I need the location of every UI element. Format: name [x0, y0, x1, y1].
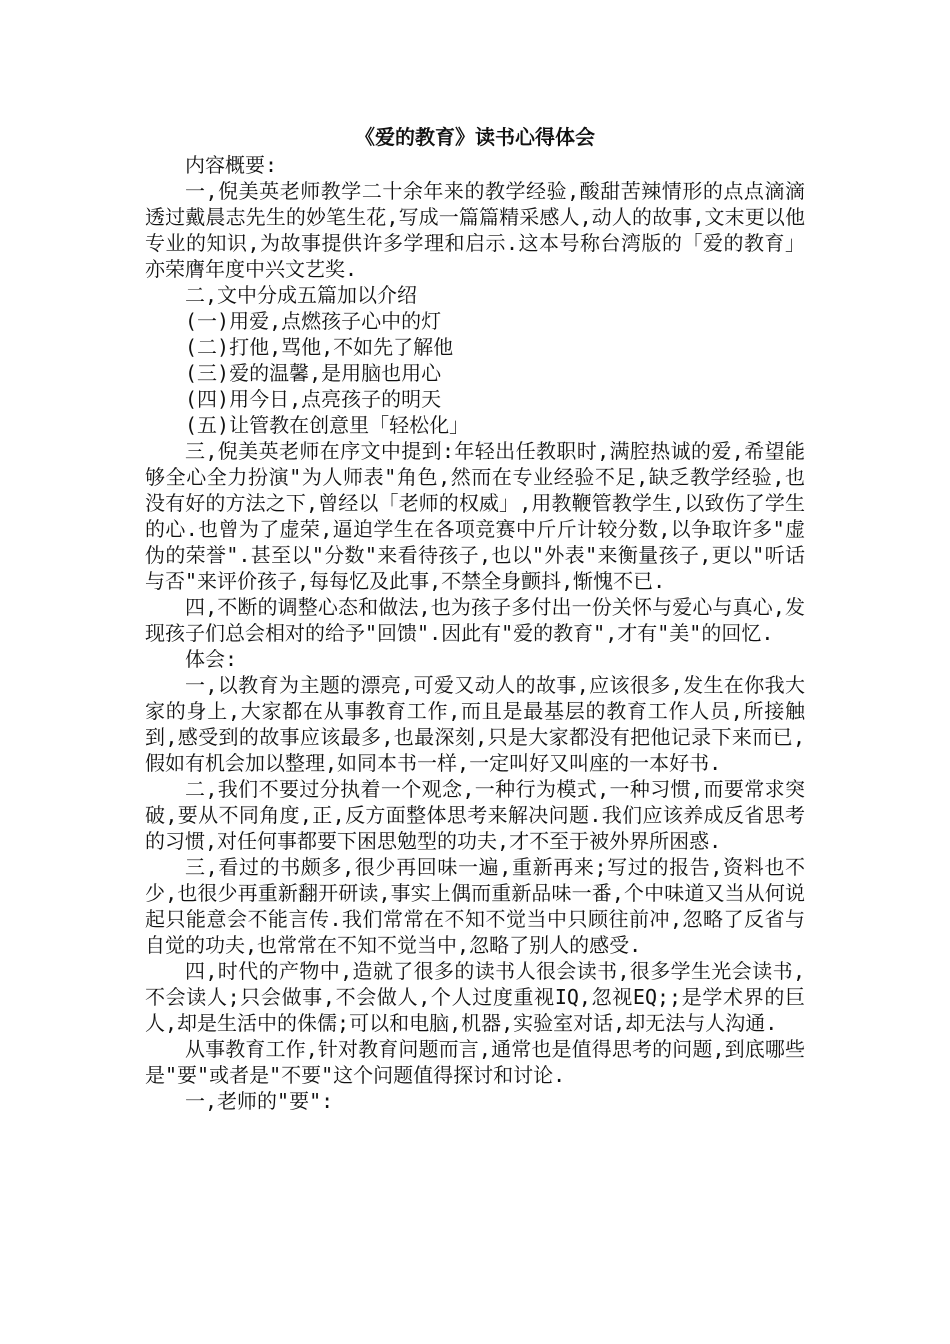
paragraph-reflection-heading: 体会: — [185, 647, 238, 671]
paragraph-summary-1: 一,倪美英老师教学二十余年来的教学经验,酸甜苦辣情形的点点滴滴透过戴晨志先生的妙笔生花,写成一篇篇精采感人,动人的故事,文末更以他专业的知识,为故事提供许多学理和启示.这本号称台湾版的「爱的教育」亦荣膺年度中兴文艺奖. — [145, 179, 805, 281]
chapter-item-3: (三)爱的温馨,是用脑也用心 — [185, 361, 442, 385]
paragraph-reflection-1: 一,以教育为主题的漂亮,可爱又动人的故事,应该很多,发生在你我大家的身上,大家都在从事教育工作,而且是最基层的教育工作人员,所接触到,感受到的故事应该最多,也最深刻,只是大家都没有把他记录下来而已,假如有机会加以整理,如同本书一样,一定叫好又叫座的一本好书. — [145, 673, 805, 775]
document-title: 《爱的教育》读书心得体会 — [355, 125, 595, 149]
chapter-item-4: (四)用今日,点亮孩子的明天 — [185, 387, 442, 411]
paragraph-teacher-dos: 一,老师的"要": — [185, 1089, 334, 1113]
paragraph-discussion: 从事教育工作,针对教育问题而言,通常也是值得思考的问题,到底哪些是"要"或者是"不要"这个问题值得探讨和讨论. — [145, 1037, 805, 1087]
paragraph-summary-2: 二,文中分成五篇加以介绍 — [185, 283, 418, 307]
document-body — [145, 122, 805, 1114]
chapter-item-5: (五)让管教在创意里「轻松化」 — [185, 413, 470, 437]
paragraph-summary-heading: 内容概要: — [185, 153, 278, 177]
paragraph-reflection-4: 四,时代的产物中,造就了很多的读书人很会读书,很多学生光会读书,不会读人;只会做事,不会做人,个人过度重视IQ,忽视EQ;;是学术界的巨人,却是生活中的侏儒;可以和电脑,机器,实验室对话,却无法与人沟通. — [145, 959, 805, 1035]
paragraph-summary-3: 三,倪美英老师在序文中提到:年轻出任教职时,满腔热诚的爱,希望能够全心全力扮演"为人师表"角色,然而在专业经验不足,缺乏教学经验,也没有好的方法之下,曾经以「老师的权威」,用教鞭管教学生,以致伤了学生的心.也曾为了虚荣,逼迫学生在各项竞赛中斤斤计较分数,以争取许多"虚伪的荣誉".甚至以"分数"来看待孩子,也以"外表"来衡量孩子,更以"听话与否"来评价孩子,每每忆及此事,不禁全身颤抖,惭愧不已. — [145, 439, 805, 593]
chapter-item-2: (二)打他,骂他,不如先了解他 — [185, 335, 454, 359]
paragraph-reflection-2: 二,我们不要过分执着一个观念,一种行为模式,一种习惯,而要常求突破,要从不同角度,正,反方面整体思考来解决问题.我们应该养成反省思考的习惯,对任何事都要下困思勉型的功夫,才不至于被外界所困惑. — [145, 777, 805, 853]
paragraph-reflection-3: 三,看过的书颇多,很少再回味一遍,重新再来;写过的报告,资料也不少,也很少再重新翻开研读,事实上偶而重新品味一番,个中味道又当从何说起只能意会不能言传.我们常常在不知不觉当中只顾往前冲,忽略了反省与自觉的功夫,也常常在不知不觉当中,忽略了别人的感受. — [145, 855, 805, 957]
chapter-item-1: (一)用爱,点燃孩子心中的灯 — [185, 309, 442, 333]
paragraph-summary-4: 四,不断的调整心态和做法,也为孩子多付出一份关怀与爱心与真心,发现孩子们总会相对的给予"回馈".因此有"爱的教育",才有"美"的回忆. — [145, 595, 805, 645]
